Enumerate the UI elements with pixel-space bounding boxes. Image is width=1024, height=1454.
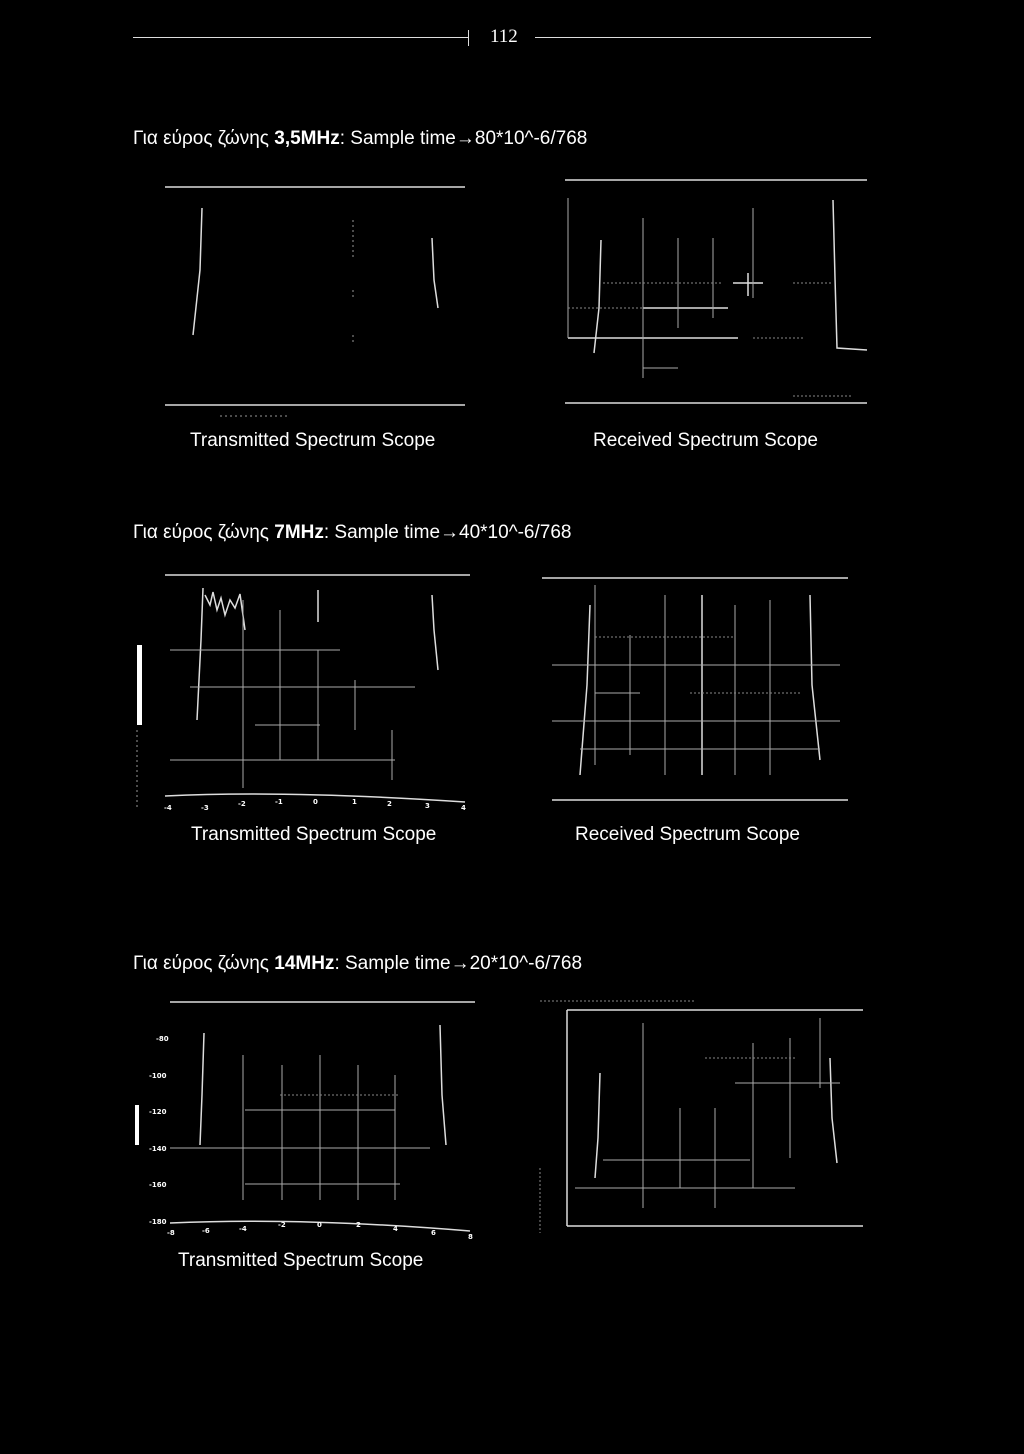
section-2-x-tick: -1: [275, 798, 283, 806]
section-1-received-scope: [563, 178, 869, 410]
section-3-x-tick: 8: [468, 1233, 473, 1241]
section-3-y-tick: -140: [149, 1145, 167, 1153]
section-2-x-tick: -4: [164, 804, 172, 812]
section-2-x-tick: 1: [352, 798, 357, 806]
section-2-bandwidth: 7MHz: [274, 522, 324, 543]
section-3-bandwidth: 14MHz: [274, 953, 335, 974]
section-2-x-tick: -3: [201, 804, 209, 812]
page-number: 112: [490, 26, 518, 47]
section-2-x-tick: 3: [425, 802, 430, 810]
section-3-y-tick: -160: [149, 1181, 167, 1189]
header-rule-left: [133, 37, 469, 38]
section-1-transmitted-caption: Transmitted Spectrum Scope: [190, 430, 436, 451]
section-1-title: [133, 128, 587, 150]
section-3-x-tick: 4: [393, 1225, 398, 1233]
section-1-bandwidth: 3,5MHz: [274, 128, 340, 149]
section-2-title-suffix: : Sample time→40*10^-6/768: [323, 522, 572, 543]
section-3-transmitted-caption: Transmitted Spectrum Scope: [178, 1250, 424, 1271]
section-3-x-tick: -4: [239, 1225, 247, 1233]
section-1-transmitted-scope: [160, 180, 470, 410]
section-1-title-suffix: : Sample time→80*10^-6/768: [339, 128, 588, 149]
section-2-x-tick: 0: [313, 798, 318, 806]
section-2-x-tick: 2: [387, 800, 392, 808]
section-3-x-tick: -6: [202, 1227, 210, 1235]
section-3-title: [133, 953, 582, 975]
section-3-title-prefix: Για εύρος ζώνης: [133, 953, 275, 974]
section-3-x-tick: -8: [167, 1229, 175, 1237]
section-2-x-tick: 4: [461, 804, 466, 812]
section-3-x-tick: 0: [317, 1221, 322, 1229]
header-rule-right: [535, 37, 871, 38]
section-3-x-tick: -2: [278, 1221, 286, 1229]
section-3-x-tick: 6: [431, 1229, 436, 1237]
section-2-title-prefix: Για εύρος ζώνης: [133, 522, 275, 543]
section-2-title: [133, 522, 571, 544]
section-3-y-tick: -120: [149, 1108, 167, 1116]
section-3-received-scope: [535, 998, 865, 1233]
section-2-transmitted-caption: Transmitted Spectrum Scope: [191, 824, 437, 845]
section-2-received-caption: Received Spectrum Scope: [575, 824, 800, 845]
section-3-y-tick: -180: [149, 1218, 167, 1226]
section-2-received-scope: [540, 575, 850, 805]
section-3-transmitted-scope: [130, 995, 475, 1250]
section-1-title-prefix: Για εύρος ζώνης: [133, 128, 275, 149]
section-1-received-caption: Received Spectrum Scope: [593, 430, 818, 451]
section-2-x-tick: -2: [238, 800, 246, 808]
section-3-title-suffix: : Sample time→20*10^-6/768: [334, 953, 583, 974]
section-3-x-tick: 2: [356, 1221, 361, 1229]
section-3-y-tick: -80: [156, 1035, 169, 1043]
header-rule-tick: [468, 30, 469, 46]
section-2-transmitted-scope: [135, 570, 470, 820]
section-3-y-tick: -100: [149, 1072, 167, 1080]
